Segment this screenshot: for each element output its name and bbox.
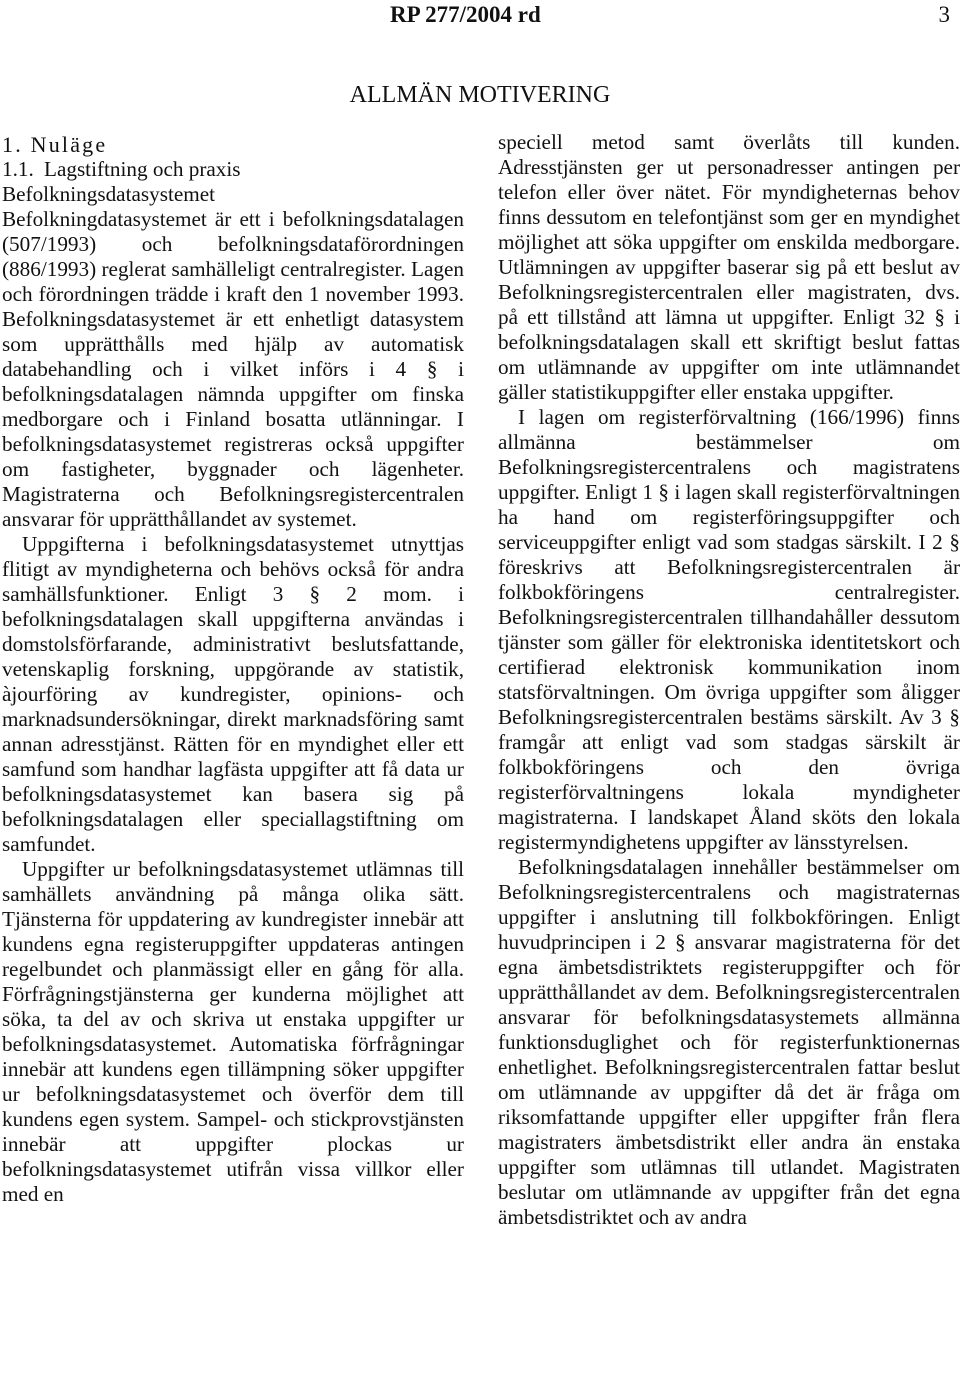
paragraph: speciell metod samt överlåts till kunden. Adresstjänsten ger ut personadresser antingen per telefon eller över nätet. För myndigheternas behov finns dessutom en telefontjänst som ger en myndighet möjlighet att söka uppgifter om enskilda medborgare. Utlämningen av uppgifter baserar sig på ett beslut av Befolkningsregistercentralen eller magistraten, dvs. på ett tillstånd att lämna ut uppgifter. Enligt 32 § i befolkningsdatalagen skall ett skriftigt beslut fattas om utlämnande av uppgifter om inte utlämnandet gäller statistikuppgifter eller enstaka uppgifter.: [498, 130, 960, 404]
subsection-number: 1.1.: [2, 157, 34, 181]
paragraph: I lagen om registerförvaltning (166/1996) finns allmänna bestämmelser om Befolkningsregistercentralens och magistratens uppgifter. Enligt 1 § i lagen skall registerförvaltningen ha hand om registerföringsuppgifter och serviceuppgifter enligt vad som stadgas särskilt. I 2 § föreskrivs att Befolkningsregistercentralen är folkbokföringens centralregister. Befolkningsregistercentralen tillhandahåller dessutom tjänster som gäller för elektroniska identitetskort och certifierad elektronisk kommunikation inom statsförvaltningen. Om övriga uppgifter som åligger Befolkningsregistercentralen bestäms särskilt. Av 3 § framgår att enligt vad som stadgas särskilt är folkbokföringens och den övriga registerförvaltningens lokala myndigheter magistraterna. I landskapet Åland sköts den lokala registermyndighetens uppgifter av länsstyrelsen.: [498, 405, 960, 854]
subsection-heading: [2, 157, 464, 182]
chapter-title: ALLMÄN MOTIVERING: [349, 82, 611, 108]
left-column: [2, 132, 464, 1207]
paragraph: Uppgifterna i befolkningsdatasystemet utnyttjas flitigt av myndigheterna och behövs också för andra samhällsfunktioner. Enligt 3 § 2 mom. i befolkningsdatalagen skall uppgifterna användas i domstolsförfarande, administrativt beslutsfattande, vetenskaplig forskning, uppgörande av statistik, àjourföring av kundregister, opinions- och marknadsundersökningar, direkt marknadsföring samt annan adresstjänst. Rätten för en myndighet eller ett samfund som handhar lagfästa uppgifter att få data ur befolkningsdatasystemet kan basera sig på befolkningsdatalagen eller speciallagstiftning om samfundet.: [2, 532, 464, 856]
page-number: 3: [938, 2, 950, 27]
subsection-title: Lagstiftning och praxis: [44, 157, 241, 181]
paragraph: Uppgifter ur befolkningsdatasystemet utlämnas till samhällets användning på många olika sätt. Tjänsterna för uppdatering av kundregister innebär att kundens egna registeruppgifter uppdateras antingen regelbundet och planmässigt eller en gång för alla. Förfrågningstjänsterna ger kunderna möjlighet att söka, ta del av och skriva ut enstaka uppgifter ur befolkningsdatasystemet. Automatiska förfrågningar innebär att kundens egen tillämpning söker uppgifter ur befolkningsdatasystemet och överför dem till kundens egen system. Sampel- och stickprovstjänsten innebär att uppgifter plockas ur befolkningsdatasystemet utifrån vissa villkor eller med en: [2, 857, 464, 1206]
subsubsection-heading: Befolkningsdatasystemet: [2, 182, 216, 206]
right-column: [498, 130, 960, 1230]
page-header: [0, 0, 960, 30]
document-id: RP 277/2004 rd: [390, 2, 541, 27]
paragraph: Befolkningdatasystemet är ett i befolkningsdatalagen (507/1993) och befolkningsdataförordningen (886/1993) reglerat samhälleligt centralregister. Lagen och förordningen trädde i kraft den 1 november 1993. Befolkningsdatasystemet är ett enhetligt datasystem som upprätthålls med hjälp av automatisk databehandling och i vilket införs i 4 § i befolkningsdatalagen nämnda uppgifter om finska medborgare och i Finland bosatta utlänningar. I befolkningsdatasystemet registreras också uppgifter om fastigheter, byggnader och lägenheter. Magistraterna och Befolkningsregistercentralen ansvarar för upprätthållandet av systemet.: [2, 207, 464, 531]
paragraph: Befolkningsdatalagen innehåller bestämmelser om Befolkningsregistercentralens och magistraternas uppgifter i anslutning till folkbokföringen. Enligt huvudprincipen i 2 § ansvarar magistraterna för det egna ämbetsdistriktets registeruppgifter och för upprätthållandet av dem. Befolkningsregistercentralen ansvarar för befolkningsdatasystemets allmänna funktionsduglighet och för registerfunktionernas enhetlighet. Befolkningsregistercentralen fattar beslut om utlämnande av uppgifter då det är fråga om riksomfattande uppgifter eller uppgifter från flera magistraters ämbetsdistrikt eller andra än enstaka uppgifter som utlämnas till utlandet. Magistraten beslutar om utlämnande av uppgifter från det egna ämbetsdistriktet och av andra: [498, 855, 960, 1229]
section-heading: 1. Nuläge: [2, 132, 108, 157]
